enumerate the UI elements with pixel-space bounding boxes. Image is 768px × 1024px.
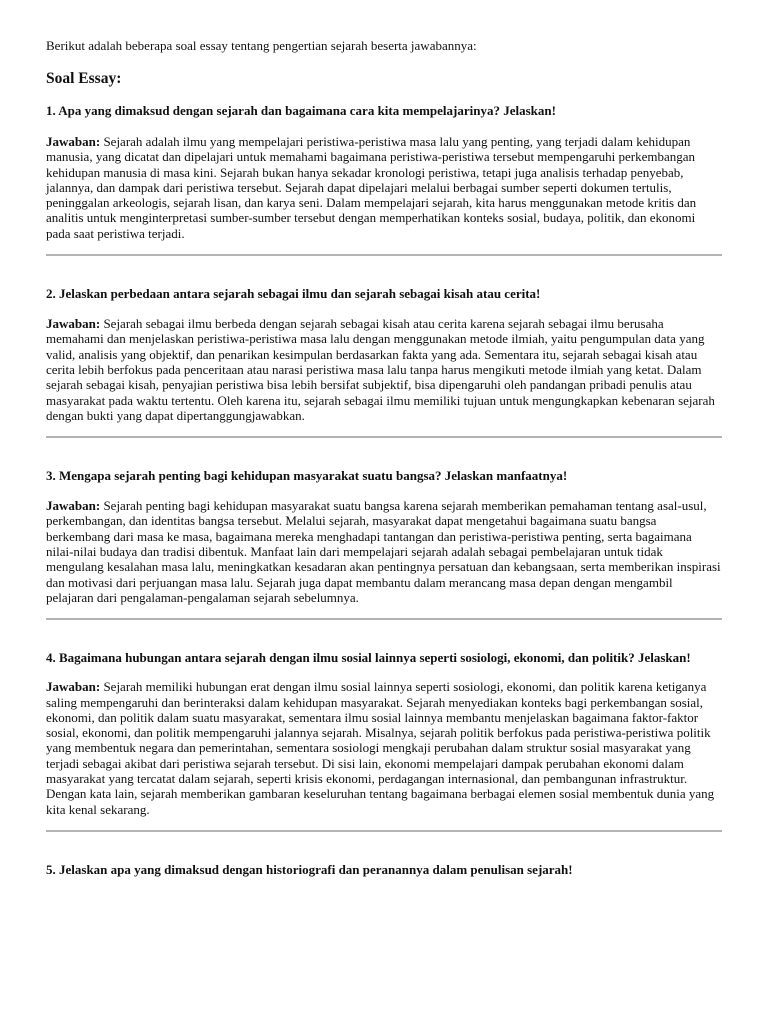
answer-3 [46,498,722,605]
answer-4 [46,679,722,817]
divider [46,830,722,832]
answer-label: Jawaban: [46,498,101,514]
answer-label: Jawaban: [46,316,101,332]
answer-label: Jawaban: [46,134,101,149]
question-1: 1. Apa yang dimaksud dengan sejarah dan bagaimana cara kita mempelajarinya? Jelaskan! [46,103,556,118]
question-2: 2. Jelaskan perbedaan antara sejarah sebagai ilmu dan sejarah sebagai kisah atau cerita! [46,286,541,302]
answer-1 [46,134,722,241]
divider [46,436,722,438]
question-5: 5. Jelaskan apa yang dimaksud dengan historiografi dan peranannya dalam penulisan sejarah! [46,861,573,877]
section-heading: Soal Essay: [46,70,122,87]
answer-2 [46,316,722,423]
answer-1-text: Sejarah adalah ilmu yang mempelajari peristiwa-peristiwa masa lalu yang penting, yang terjadi dalam kehidupan manusia, yang dicatat dan dipelajari untuk memahami bagaimana peristiwa-peristiwa tersebut mempengaruhi perkembangan kehidupan manusia di masa kini. Sejarah bukan hanya sekadar kronologi peristiwa, tetapi juga analisis terhadap penyebab, jalannya, dan dampak dari peristiwa tersebut. Sejarah dapat dipelajari melalui berbagai sumber seperti dokumen tertulis, peninggalan arkeologis, sejarah lisan, dan karya seni. Dalam mempelajari sejarah, kita harus menggunakan metode kritis dan analitis untuk menginterpretasi sumber-sumber tersebut dengan memperhatikan konteks sosial, budaya, politik, dan ekonomi pada saat peristiwa terjadi. [46,134,697,241]
question-4: 4. Bagaimana hubungan antara sejarah dengan ilmu sosial lainnya seperti sosiologi, ekonomi, dan politik? Jelaskan! [46,650,691,666]
divider [46,254,722,256]
divider [46,618,722,620]
question-3: 3. Mengapa sejarah penting bagi kehidupan masyarakat suatu bangsa? Jelaskan manfaatnya! [46,468,568,484]
answer-2-text: Sejarah sebagai ilmu berbeda dengan sejarah sebagai kisah atau cerita karena sejarah sebagai ilmu berusaha memahami dan menjelaskan peristiwa-peristiwa masa lalu dengan menggunakan metode ilmiah, yaitu pengumpulan data yang valid, analisis yang objektif, dan penarikan kesimpulan berdasarkan fakta yang ada. Sementara itu, sejarah sebagai kisah atau cerita lebih berfokus pada penceritaan atau narasi peristiwa masa lalu tanpa harus mengikuti metode ilmiah yang ketat. Dalam sejarah sebagai kisah, penyajian peristiwa bisa lebih bersifat subjektif, bisa dipengaruhi oleh pandangan pribadi penulis atau masyarakat pada waktu tertentu. Oleh karena itu, sejarah sebagai ilmu memiliki tujuan untuk mengungkapkan kebenaran sejarah dengan bukti yang dapat dipertanggungjawabkan. [46,316,715,423]
answer-label: Jawaban: [46,679,101,695]
answer-4-text: Sejarah memiliki hubungan erat dengan ilmu sosial lainnya seperti sosiologi, ekonomi, dan politik karena ketiganya saling mempengaruhi dan berinteraksi dalam kehidupan masyarakat. Sejarah menyediakan konteks bagi perkembangan sosial, ekonomi, dan politik dalam suatu masyarakat, sementara ilmu sosial lainnya membantu menjelaskan bagaimana faktor-faktor sosial, ekonomi, dan politik mempengaruhi jalannya sejarah. Misalnya, sejarah politik berfokus pada peristiwa-peristiwa politik yang membentuk negara dan pemerintahan, sementara sosiologi mengkaji perubahan dalam struktur sosial masyarakat yang terjadi sebagai akibat dari peristiwa sejarah tersebut. Di sisi lain, ekonomi mempelajari dampak perubahan ekonomi dalam masyarakat yang tercatat dalam sejarah, seperti krisis ekonomi, perdagangan internasional, dan pembangunan infrastruktur. Dengan kata lain, sejarah memberikan gambaran keseluruhan tentang bagaimana berbagai elemen sosial membentuk dunia yang kita kenal sekarang. [46,679,715,817]
intro-text: Berikut adalah beberapa soal essay tentang pengertian sejarah beserta jawabannya: [46,38,477,53]
answer-3-text: Sejarah penting bagi kehidupan masyarakat suatu bangsa karena sejarah memberikan pemahaman tentang asal-usul, perkembangan, dan identitas bangsa tersebut. Melalui sejarah, masyarakat dapat mengetahui bagaimana suatu bangsa berkembang dari masa ke masa, bagaimana mereka menghadapi tantangan dan peristiwa-peristiwa penting, serta bagaimana nilai-nilai budaya dan tradisi dibentuk. Manfaat lain dari mempelajari sejarah adalah sebagai pembelajaran untuk tidak mengulang kesalahan masa lalu, meningkatkan kesadaran akan pentingnya persatuan dan kebangsaan, serta memberikan inspirasi dan motivasi dari perjuangan masa lalu. Sejarah juga dapat membantu dalam merancang masa depan dengan mengambil pelajaran dari pengalaman-pengalaman sejarah sebelumnya. [46,498,721,605]
